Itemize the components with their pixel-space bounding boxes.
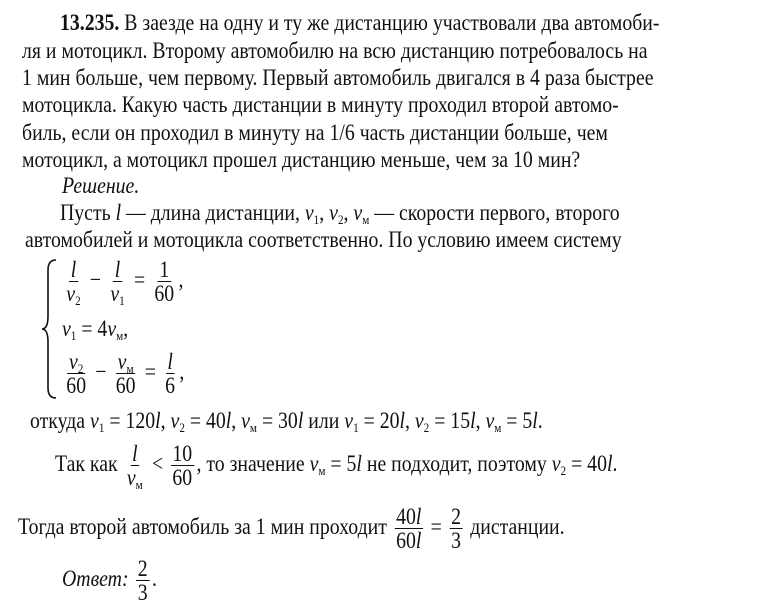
problem-line-5: биль, если он проходил в минуту на 1/6 часть дистанции больше, чем	[22, 120, 608, 145]
text: или	[308, 408, 340, 433]
problem-line-2: ля и мотоцикл. Второму автомобилю на всю дистанцию потребовалось на	[22, 38, 648, 63]
problem-line-3: 1 мин больше, чем первому. Первый автомобиль двигался в 4 раза быстрее	[22, 65, 654, 90]
system-brace	[40, 258, 58, 400]
problem-line-6: мотоцикл, а мотоцикл прошел дистанцию меньше, чем за 10 мин?	[22, 147, 581, 172]
text: — длина дистанции,	[126, 200, 300, 225]
solutions-line: откуда $v_1 = 120l$, $v_2 = 40l$, $v_м = 30l$ или $v_1 = 20l$, $v_2 = 15l$, $v_м = 5l$.	[30, 408, 543, 435]
text: Тогда второй автомобиль за 1 мин проходит	[18, 513, 387, 539]
equation-3: $\frac{v_2}{60}$ − $\frac{v_м}{60}$ = $\frac{l}{6}$ ,	[66, 349, 185, 398]
equation-1: $\frac{l}{v_2}$ − $\frac{l}{v_1}$ = $\frac{1}{60}$ ,	[66, 257, 184, 308]
problem-number: 13.235.	[60, 10, 120, 35]
solution-heading: Решение.	[62, 173, 140, 198]
text: не подходит, поэтому	[366, 450, 547, 476]
answer-line: Ответ: $\frac{2}{3}$ .	[62, 556, 157, 605]
text: откуда	[30, 408, 86, 433]
solution-intro-2: автомобилей и мотоцикла соответственно. По условию имеем систему	[25, 227, 622, 252]
equation-2: $v_1 = 4v_м$,	[62, 316, 129, 343]
problem-line-4: мотоцикла. Какую часть дистанции в минуту проходил второй автомо-	[22, 92, 619, 117]
text: Пусть	[60, 200, 111, 225]
text: , то значение	[196, 450, 305, 476]
solution-intro-1: Пусть l — длина дистанции, $v_1$, $v_2$, $v_м$ — скорости первого, второго	[60, 200, 620, 227]
text: В заезде на одну и ту же дистанцию участвовали два автомоби-	[124, 10, 660, 35]
answer-label: Ответ:	[62, 565, 129, 591]
since-line: Так как $\frac{l}{v_м}$ < $\frac{10}{60}$ , то значение $v_м = 5l$ не подходит, поэтому $v_2 = 40l$.	[55, 441, 618, 492]
problem-line-1	[60, 10, 659, 36]
text: Так как	[55, 450, 118, 476]
text: — скорости первого, второго	[374, 200, 620, 225]
final-line: Тогда второй автомобиль за 1 мин проходит $\frac{40l}{60l}$ = $\frac{2}{3}$ дистанции.	[18, 504, 565, 553]
text: дистанции.	[470, 513, 565, 539]
